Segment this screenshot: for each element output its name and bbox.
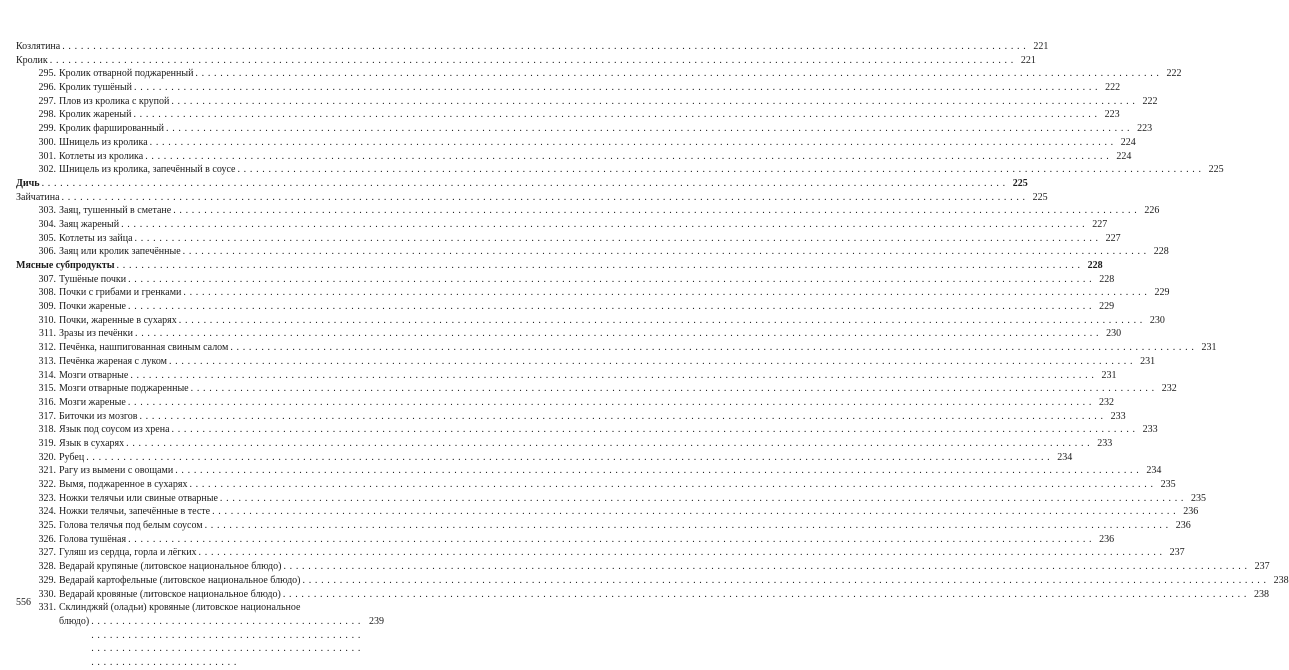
leader-dots — [42, 177, 1006, 191]
toc-entry-number: 301. — [38, 150, 56, 162]
toc-entry — [16, 150, 1132, 164]
toc-entry-title: Ножки телячьи, запечённые в тесте — [59, 506, 211, 518]
toc-entry-number: 328. — [38, 561, 56, 573]
toc-entry — [16, 136, 1136, 150]
leader-dots — [171, 95, 1135, 109]
toc-entry-title: Ведарай кровяные (литовское национальное блюдо) — [59, 588, 281, 600]
toc-entry-number: 297. — [38, 95, 56, 107]
toc-entry-number: 325. — [38, 520, 56, 532]
toc-entry-page: 221 — [1033, 41, 1049, 52]
toc-entry — [16, 273, 1115, 287]
leader-dots — [126, 437, 1090, 451]
toc-entry-page: 222 — [1105, 82, 1121, 94]
leader-dots — [230, 341, 1194, 355]
leader-dots — [237, 163, 1201, 177]
toc-entry — [16, 464, 1162, 478]
toc-entry-page: 223 — [1104, 109, 1120, 121]
leader-dots — [139, 410, 1103, 424]
toc-entry-number: 309. — [38, 301, 56, 313]
leader-dots — [50, 54, 1014, 68]
toc-entry-number: 315. — [38, 383, 56, 395]
toc-entry-number: 308. — [38, 287, 56, 299]
leader-dots — [86, 451, 1050, 465]
table-of-contents — [16, 40, 1289, 629]
leader-dots — [283, 560, 1247, 574]
toc-entry-page: 225 — [1208, 164, 1224, 176]
toc-entry-title: Мозги жареные — [59, 396, 126, 408]
leader-dots — [130, 369, 1094, 383]
toc-entry — [16, 191, 1048, 205]
toc-entry-number: 323. — [38, 492, 56, 504]
leader-dots — [91, 615, 362, 670]
leader-dots — [134, 81, 1098, 95]
toc-entry-page: 235 — [1160, 479, 1176, 490]
toc-entry — [16, 40, 1049, 54]
toc-entry-page: 224 — [1120, 136, 1136, 148]
toc-entry-title: Язык в сухарях — [59, 437, 125, 449]
toc-entry-page: 236 — [1099, 533, 1115, 545]
toc-entry-title: Ведарай картофельные (литовское национальное блюдо) — [59, 574, 301, 586]
toc-entry — [16, 369, 1117, 383]
toc-entry-title-continuation: блюдо) — [59, 615, 90, 627]
toc-entry — [16, 81, 1121, 95]
toc-entry-title: Печёнка, нашпигованная свиным салом — [59, 342, 229, 354]
toc-entry — [16, 505, 1199, 519]
leader-dots — [135, 232, 1099, 246]
leader-dots — [283, 588, 1247, 602]
toc-entry-title: Ножки телячьи или свиные отварные — [59, 492, 218, 504]
toc-entry-page: 236 — [1183, 506, 1199, 518]
toc-entry-page: 228 — [1087, 260, 1103, 271]
leader-dots — [199, 546, 1163, 560]
toc-entry-page: 237 — [1169, 547, 1185, 559]
toc-entry — [16, 588, 1269, 602]
toc-entry-title: Почки, жаренные в сухарях — [59, 314, 177, 326]
toc-entry-title: Заяц жареный — [59, 218, 120, 230]
toc-entry — [16, 601, 384, 615]
leader-dots — [150, 136, 1114, 150]
leader-dots — [62, 40, 1026, 54]
toc-entry-page: 225 — [1012, 177, 1028, 189]
toc-entry — [16, 54, 1036, 68]
leader-dots — [183, 245, 1147, 259]
toc-entry-number: 306. — [38, 246, 56, 258]
toc-entry-title: Шницель из кролика, запечённый в соусе — [59, 164, 236, 176]
toc-entry-page: 233 — [1110, 410, 1126, 422]
toc-entry-title: Козлятина — [16, 41, 61, 52]
toc-entry-page: 234 — [1146, 465, 1162, 477]
toc-entry-title: Мозги отварные — [59, 369, 129, 381]
toc-entry — [16, 108, 1120, 122]
toc-entry-number: 295. — [38, 68, 56, 80]
toc-entry-title: Рагу из вымени с овощами — [59, 465, 174, 477]
toc-entry-page: 232 — [1161, 383, 1177, 395]
toc-entry-title: Мясные субпродукты — [16, 260, 115, 271]
toc-entry-page: 239 — [369, 615, 384, 627]
toc-entry — [16, 314, 1165, 328]
toc-entry — [16, 437, 1113, 451]
toc-entry — [16, 95, 1158, 109]
toc-entry-page: 227 — [1105, 232, 1121, 244]
toc-entry-title: Рубец — [59, 451, 85, 463]
toc-entry — [16, 519, 1191, 533]
toc-entry-number: 326. — [38, 533, 56, 545]
toc-entry-number: 330. — [38, 588, 56, 600]
leader-dots — [117, 259, 1081, 273]
toc-entry — [16, 286, 1170, 300]
leader-dots — [166, 122, 1130, 136]
toc-entry — [16, 122, 1153, 136]
toc-entry-title: Зразы из печёнки — [59, 328, 133, 340]
toc-entry-number: 305. — [38, 232, 56, 244]
toc-entry — [16, 327, 1122, 341]
toc-entry-page: 235 — [1191, 492, 1207, 504]
toc-entry-number: 304. — [38, 218, 56, 230]
toc-entry-number: 303. — [38, 205, 56, 217]
toc-entry-page: 228 — [1099, 273, 1115, 285]
toc-entry-title: Тушёные почки — [59, 273, 127, 285]
toc-entry-number: 322. — [38, 479, 56, 490]
toc-entry — [16, 341, 1217, 355]
toc-entry — [16, 396, 1114, 410]
toc-entry-page: 233 — [1142, 424, 1158, 436]
toc-entry-page: 227 — [1092, 218, 1108, 230]
toc-entry — [16, 560, 1270, 574]
leader-dots — [189, 478, 1153, 492]
toc-entry — [16, 574, 1289, 588]
toc-entry-page: 229 — [1154, 287, 1170, 299]
toc-entry-number: 302. — [38, 164, 56, 176]
leader-dots — [179, 314, 1143, 328]
toc-entry-number: 327. — [38, 547, 56, 559]
toc-entry-title: Плов из кролика с крупой — [59, 95, 170, 107]
toc-entry-page: 233 — [1097, 437, 1113, 449]
leader-dots — [173, 204, 1137, 218]
toc-entry — [16, 218, 1108, 232]
toc-entry-number: 329. — [38, 574, 56, 586]
toc-entry-title: Кролик жареный — [59, 109, 132, 121]
leader-dots — [212, 505, 1176, 519]
toc-entry-page: 238 — [1253, 588, 1269, 600]
toc-entry-title: Язык под соусом из хрена — [59, 424, 170, 436]
toc-entry — [16, 423, 1158, 437]
toc-entry-continuation — [16, 615, 384, 629]
leader-dots — [121, 218, 1085, 232]
toc-entry-title: Вымя, поджаренное в сухарях — [59, 479, 188, 490]
toc-entry-number: 310. — [38, 314, 56, 326]
toc-entry-number: 318. — [38, 424, 56, 436]
toc-entry-number: 324. — [38, 506, 56, 518]
toc-entry — [16, 300, 1115, 314]
toc-entry-page: 229 — [1099, 301, 1115, 313]
toc-entry-number: 319. — [38, 437, 56, 449]
leader-dots — [220, 492, 1184, 506]
toc-entry-page: 232 — [1098, 396, 1114, 408]
toc-entry-page: 222 — [1142, 95, 1158, 107]
leader-dots — [128, 533, 1092, 547]
toc-entry-title: Почки с грибами и гренками — [59, 287, 182, 299]
toc-entry-page: 224 — [1116, 150, 1132, 162]
leader-dots — [191, 382, 1155, 396]
toc-entry-title: Заяц или кролик запечённые — [59, 246, 181, 258]
toc-entry-page: 223 — [1137, 123, 1153, 135]
toc-entry — [16, 382, 1177, 396]
toc-entry — [16, 478, 1176, 492]
toc-entry — [16, 533, 1115, 547]
toc-entry — [16, 232, 1121, 246]
toc-entry-title: Котлеты из зайца — [59, 232, 133, 244]
toc-entry — [16, 245, 1169, 259]
toc-entry-title: Голова телячья под белым соусом — [59, 520, 203, 532]
toc-entry-title: Шницель из кролика — [59, 136, 148, 148]
toc-entry-title: Мозги отварные поджаренные — [59, 383, 189, 395]
toc-entry — [16, 355, 1156, 369]
toc-entry-page: 234 — [1057, 451, 1073, 463]
leader-dots — [128, 273, 1092, 287]
toc-entry — [16, 177, 1028, 191]
leader-dots — [169, 355, 1133, 369]
leader-dots — [183, 286, 1147, 300]
leader-dots — [303, 574, 1267, 588]
toc-entry-number: 313. — [38, 355, 56, 367]
toc-entry — [16, 451, 1073, 465]
toc-entry-title: Дичь — [16, 177, 40, 189]
toc-entry — [16, 259, 1103, 273]
leader-dots — [62, 191, 1026, 205]
toc-entry — [16, 492, 1207, 506]
toc-entry-page: 230 — [1106, 328, 1122, 340]
toc-entry-number: 299. — [38, 123, 56, 135]
page-number: 556 — [16, 597, 31, 608]
leader-dots — [145, 150, 1109, 164]
toc-entry-page: 237 — [1254, 561, 1270, 573]
toc-entry-title: Голова тушёная — [59, 533, 127, 545]
leader-dots — [128, 300, 1092, 314]
toc-entry — [16, 204, 1160, 218]
toc-entry-title: Кролик — [16, 54, 48, 66]
toc-entry-title: Почки жареные — [59, 301, 126, 313]
toc-entry-title: Кролик отварной поджаренный — [59, 68, 194, 80]
toc-entry-number: 316. — [38, 396, 56, 408]
toc-entry-page: 230 — [1149, 314, 1165, 326]
toc-entry-number: 298. — [38, 109, 56, 121]
toc-entry-page: 231 — [1140, 355, 1156, 367]
toc-entry-page: 228 — [1153, 246, 1169, 258]
toc-entry-number: 331. — [38, 602, 56, 614]
leader-dots — [133, 108, 1097, 122]
toc-entry-title: Ведарай крупяные (литовское национальное блюдо) — [59, 561, 282, 573]
toc-entry — [16, 410, 1126, 424]
toc-entry-number: 314. — [38, 369, 56, 381]
toc-entry — [16, 163, 1224, 177]
toc-entry-title: Склинджяй (оладьи) кровяные (литовское национальное — [59, 602, 301, 614]
toc-entry-title: Заяц, тушенный в сметане — [59, 205, 172, 217]
toc-entry-title: Печёнка жареная с луком — [59, 355, 167, 367]
toc-entry-title: Биточки из мозгов — [59, 410, 138, 422]
toc-entry-page: 236 — [1175, 520, 1191, 532]
toc-entry-number: 307. — [38, 273, 56, 285]
leader-dots — [128, 396, 1092, 410]
toc-entry-page: 231 — [1201, 342, 1217, 354]
toc-entry-page: 222 — [1166, 68, 1182, 80]
leader-dots — [195, 67, 1159, 81]
toc-entry-number: 321. — [38, 465, 56, 477]
leader-dots — [135, 327, 1099, 341]
toc-entry-number: 296. — [38, 82, 56, 94]
toc-entry-page: 221 — [1020, 54, 1036, 66]
toc-entry — [16, 67, 1182, 81]
toc-entry-title: Кролик тушёный — [59, 82, 133, 94]
leader-dots — [205, 519, 1169, 533]
toc-entry-number: 320. — [38, 451, 56, 463]
toc-entry-page: 226 — [1144, 205, 1160, 217]
toc-entry-number: 317. — [38, 410, 56, 422]
toc-entry-page: 231 — [1101, 369, 1117, 381]
toc-entry-number: 300. — [38, 136, 56, 148]
toc-entry-title: Котлеты из кролика — [59, 150, 144, 162]
toc-entry-title: Кролик фаршированный — [59, 123, 165, 135]
toc-entry-page: 225 — [1032, 191, 1048, 203]
toc-entry-number: 312. — [38, 342, 56, 354]
toc-entry-title: Зайчатина — [16, 191, 60, 203]
toc-entry-page: 238 — [1273, 574, 1289, 586]
leader-dots — [175, 464, 1139, 478]
leader-dots — [172, 423, 1136, 437]
toc-entry-number: 311. — [38, 328, 56, 340]
toc-entry-title: Гуляш из сердца, горла и лёгких — [59, 547, 197, 559]
toc-entry — [16, 546, 1185, 560]
